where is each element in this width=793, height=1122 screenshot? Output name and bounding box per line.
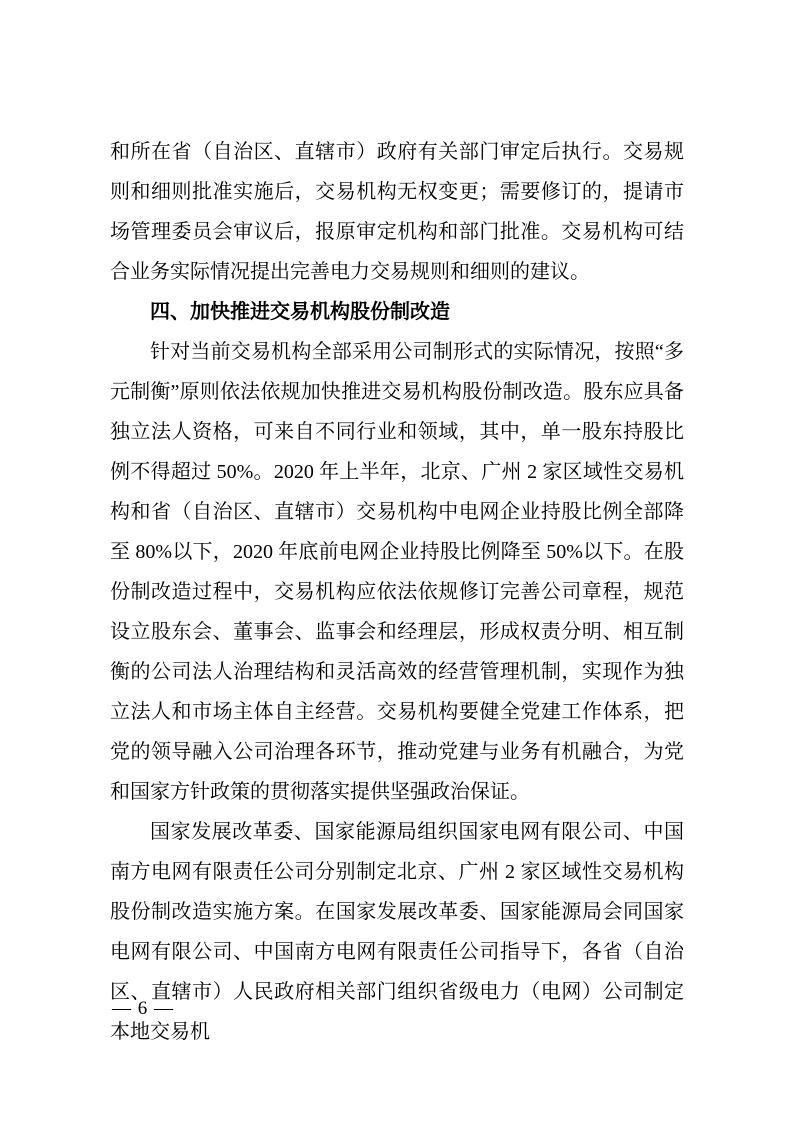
paragraph-implementation-plan: 国家发展改革委、国家能源局组织国家电网有限公司、中国南方电网有限责任公司分别制定北京、广州 2 家区域性交易机构股份制改造实施方案。在国家发展改革委、国家能源局会同国家电网有限公司、中国南方电网有限责任公司指导下，各省（自治区、直辖市）人民政府相关部门组织省级电力（电网）公司制定本地交易机 <box>110 821 684 1043</box>
section-heading: 四、加快推进交易机构股份制改造 <box>150 301 450 323</box>
paragraph-share-reform: 针对当前交易机构全部采用公司制形式的实际情况，按照“多元制衡”原则依法依规加快推进交易机构股份制改造。股东应具备独立法人资格，可来自不同行业和领域，其中，单一股东持股比例不得超过 50%。2020 年上半年，北京、广州 2 家区域性交易机构和省（自治区、直辖市）交易机构中电网企业持股比例全部降至 80%以下，2020 年底前电网企业持股比例降至 50%以下。在股份制改造过程中，交易机构应依法依规修订完善公司章程，规范设立股东会、董事会、监事会和经理层，形成权责分明、相互制衡的公司法人治理结构和灵活高效的经营管理机制，实现作为独立法人和市场主体自主经营。交易机构要健全党建工作体系，把党的领导融入公司治理各环节，推动党建与业务有机融合，为党和国家方针政策的贯彻落实提供坚强政治保证。 <box>110 341 684 803</box>
paragraph-continuation: 和所在省（自治区、直辖市）政府有关部门审定后执行。交易规则和细则批准实施后，交易机构无权变更；需要修订的，提请市场管理委员会审议后，报原审定机构和部门批准。交易机构可结合业务实际情况提出完善电力交易规则和细则的建议。 <box>110 141 684 283</box>
page-number: — 6 — <box>112 998 174 1019</box>
document-body <box>110 132 684 1052</box>
